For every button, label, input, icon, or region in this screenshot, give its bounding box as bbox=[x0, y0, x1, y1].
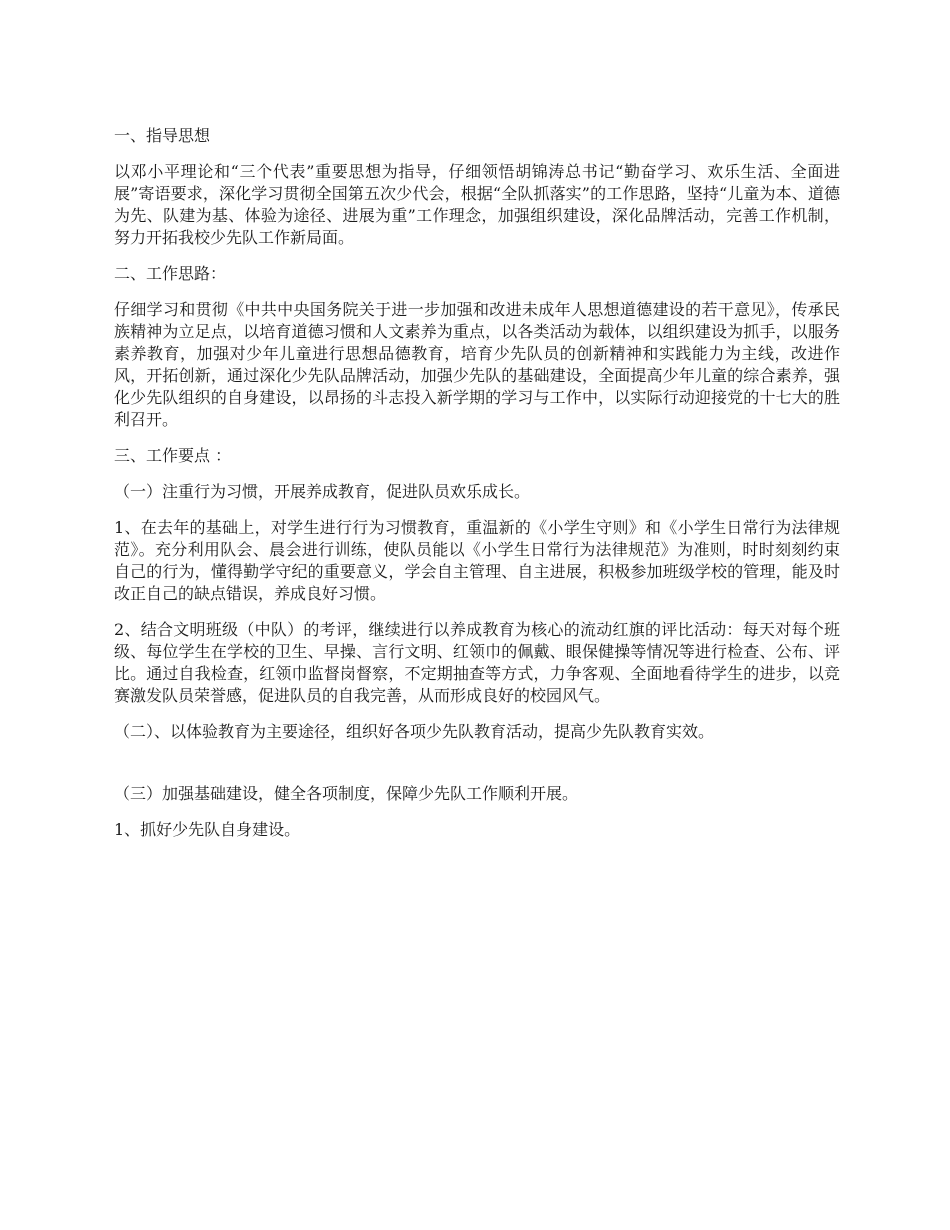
list-item-1: 1、在去年的基础上，对学生进行行为习惯教育，重温新的《小学生守则》和《小学生日常行为法律规范》。充分利用队会、晨会进行训练，使队员能以《小学生日常行为法律规范》为准则，时时刻刻约束自己的行为，懂得勤学守纪的重要意义，学会自主管理、自主进展，积极参加班级学校的管理，能及时改正自己的缺点错误，养成良好习惯。 bbox=[114, 518, 840, 603]
subheading-experience-education: （二）、以体验教育为主要途径，组织好各项少先队教育活动，提高少先队教育实效。 bbox=[114, 722, 715, 741]
list-item-3: 1、抓好少先队自身建设。 bbox=[114, 820, 301, 839]
section-heading-work-approach: 二、工作思路： bbox=[114, 264, 227, 283]
paragraph-guiding-thought: 以邓小平理论和“三个代表”重要思想为指导，仔细领悟胡锦涛总书记“勤奋学习、欢乐生活、全面进展”寄语要求，深化学习贯彻全国第五次少代会，根据“全队抓落实”的工作思路，坚持“儿童为本、道德为先、队建为基、体验为途径、进展为重”工作理念，加强组织建设，深化品牌活动，完善工作机制，努力开拓我校少先队工作新局面。 bbox=[114, 162, 840, 247]
subheading-behavior-habits: （一）注重行为习惯，开展养成教育，促进队员欢乐成长。 bbox=[114, 482, 531, 501]
document-page bbox=[114, 125, 840, 855]
section-heading-guiding-thought: 一、指导思想 bbox=[114, 126, 211, 145]
paragraph-work-approach: 仔细学习和贯彻《中共中央国务院关于进一步加强和改进未成年人思想道德建设的若干意见》，传承民族精神为立足点，以培育道德习惯和人文素养为重点，以各类活动为载体，以组织建设为抓手，以服务素养教育，加强对少年儿童进行思想品德教育，培育少先队员的创新精神和实践能力为主线，改进作风，开拓创新，通过深化少先队品牌活动，加强少先队的基础建设，全面提高少年儿童的综合素养，强化少先队组织的自身建设，以昂扬的斗志投入新学期的学习与工作中，以实际行动迎接党的十七大的胜利召开。 bbox=[114, 300, 840, 429]
subheading-basic-construction: （三）加强基础建设，健全各项制度，保障少先队工作顺利开展。 bbox=[114, 784, 579, 803]
list-item-2: 2、结合文明班级（中队）的考评，继续进行以养成教育为核心的流动红旗的评比活动：每天对每个班级、每位学生在学校的卫生、早操、言行文明、红领巾的佩戴、眼保健操等情况等进行检查、公布、评比。通过自我检查，红领巾监督岗督察，不定期抽查等方式，力争客观、全面地看待学生的进步，以竞赛激发队员荣誉感，促进队员的自我完善，从而形成良好的校园风气。 bbox=[114, 620, 840, 705]
section-heading-work-points: 三、工作要点 ： bbox=[114, 446, 232, 465]
